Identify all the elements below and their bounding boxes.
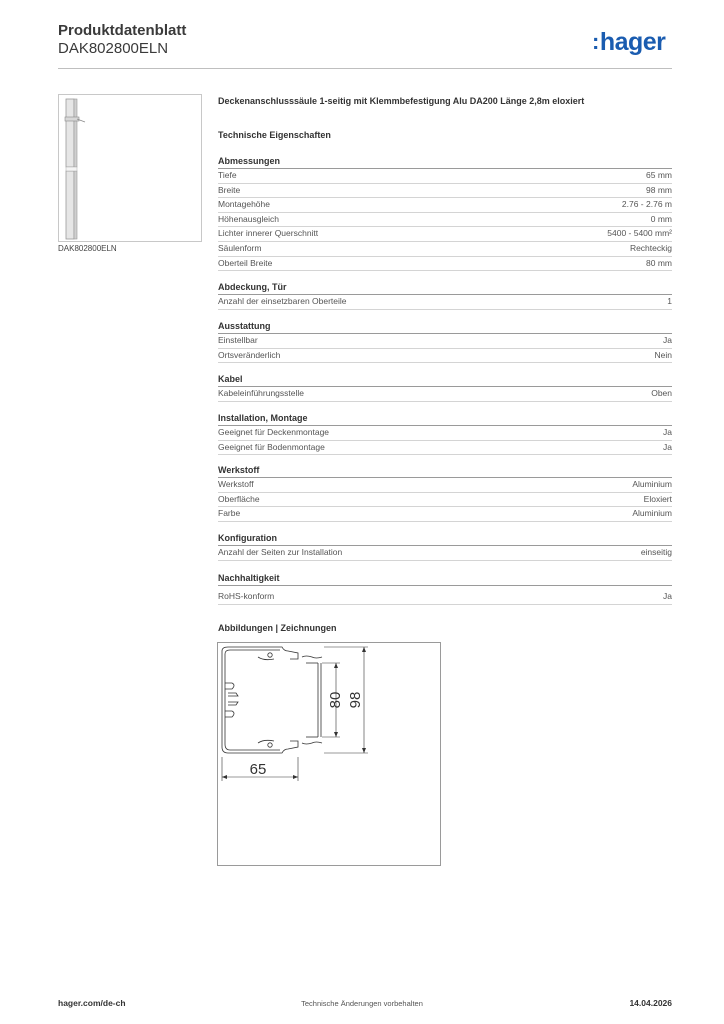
footer-notice: Technische Änderungen vorbehalten [301,999,423,1008]
spec-row [218,295,672,310]
spec-row [218,169,672,184]
spec-label: RoHS-konform [218,591,275,601]
section-title: Abdeckung, Tür [218,281,672,295]
spec-value: Ja [663,427,672,437]
footer-website-link[interactable]: hager.com/de-ch [58,998,126,1008]
section-title: Nachhaltigkeit [218,572,672,586]
spec-value: 0 mm [650,213,672,224]
spec-label: Säulenform [218,242,262,253]
spec-value: Eloxiert [643,493,672,504]
header-divider [58,68,672,69]
section-title: Ausstattung [218,320,672,334]
footer-date: 14.04.2026 [629,998,672,1008]
spec-label: Kabeleinführungsstelle [218,388,305,398]
section-werkstoff [218,464,672,522]
spec-row [218,387,672,402]
product-image [58,94,202,242]
spec-row [218,426,672,441]
dimension-depth-label: 65 [249,761,267,778]
spec-value: Ja [663,591,672,601]
spec-label: Lichter innerer Querschnitt [218,228,319,239]
spec-row [218,213,672,228]
spec-row [218,441,672,456]
spec-value: Aluminium [632,479,672,489]
spec-row [218,507,672,522]
technical-drawing [217,642,441,866]
section-ausstattung [218,320,672,363]
spec-row [218,334,672,349]
spec-row [218,184,672,199]
section-title: Konfiguration [218,532,672,546]
section-installation [218,412,672,455]
product-description: Deckenanschlusssäule 1-seitig mit Klemmbefestigung Alu DA200 Länge 2,8m eloxiert [218,96,585,106]
spec-label: Tiefe [218,170,237,180]
spec-value: 5400 - 5400 mm² [607,228,672,239]
column-illustration [59,95,201,241]
spec-label: Farbe [218,508,241,519]
spec-value: 65 mm [646,170,672,180]
spec-label: Einstellbar [218,335,258,345]
spec-row [218,349,672,364]
spec-row [218,227,672,242]
spec-value: 80 mm [646,257,672,268]
spec-value: Rechteckig [629,242,672,253]
spec-row [218,257,672,272]
spec-value: Ja [663,441,672,452]
spec-label: Oberteil Breite [218,257,273,268]
section-title: Installation, Montage [218,412,672,426]
spec-value: Aluminium [632,508,672,519]
section-title: Abmessungen [218,155,672,169]
technical-properties-heading: Technische Eigenschaften [218,130,331,140]
spec-row [218,493,672,508]
section-abdeckung [218,281,672,310]
brand-name: hager [599,28,666,56]
spec-label: Oberfläche [218,493,260,504]
spec-value: 98 mm [646,184,672,195]
section-konfiguration [218,532,672,561]
page-title: Produktdatenblatt [58,22,187,39]
cross-section-drawing [218,643,440,865]
spec-value: Nein [654,349,672,360]
spec-value: Oben [651,388,672,398]
dimension-inner-label: 80 [327,691,344,709]
product-code: DAK802800ELN [58,40,169,57]
section-nachhaltigkeit [218,572,672,605]
spec-label: Werkstoff [218,479,254,489]
spec-label: Anzahl der Seiten zur Installation [218,547,343,557]
section-abmessungen [218,155,672,271]
image-caption: DAK802800ELN [58,244,117,253]
section-kabel [218,373,672,402]
spec-label: Montagehöhe [218,199,270,210]
spec-row [218,478,672,493]
spec-value: 1 [667,296,672,306]
section-title: Werkstoff [218,464,672,478]
spec-label: Ortsveränderlich [218,349,281,360]
hager-logo: :hager [592,28,666,56]
spec-label: Breite [218,184,241,195]
spec-value: einseitig [640,547,672,557]
spec-label: Höhenausgleich [218,213,279,224]
spec-value: Ja [663,335,672,345]
spec-row [218,546,672,561]
spec-label: Geeignet für Bodenmontage [218,441,325,452]
spec-row [218,242,672,257]
drawings-heading: Abbildungen | Zeichnungen [218,623,337,633]
section-title: Kabel [218,373,672,387]
spec-label: Anzahl der einsetzbaren Oberteile [218,296,347,306]
spec-row [218,590,672,605]
dimension-outer-label: 98 [347,691,364,709]
spec-label: Geeignet für Deckenmontage [218,427,330,437]
spec-row [218,198,672,213]
spec-value: 2.76 - 2.76 m [621,199,672,210]
